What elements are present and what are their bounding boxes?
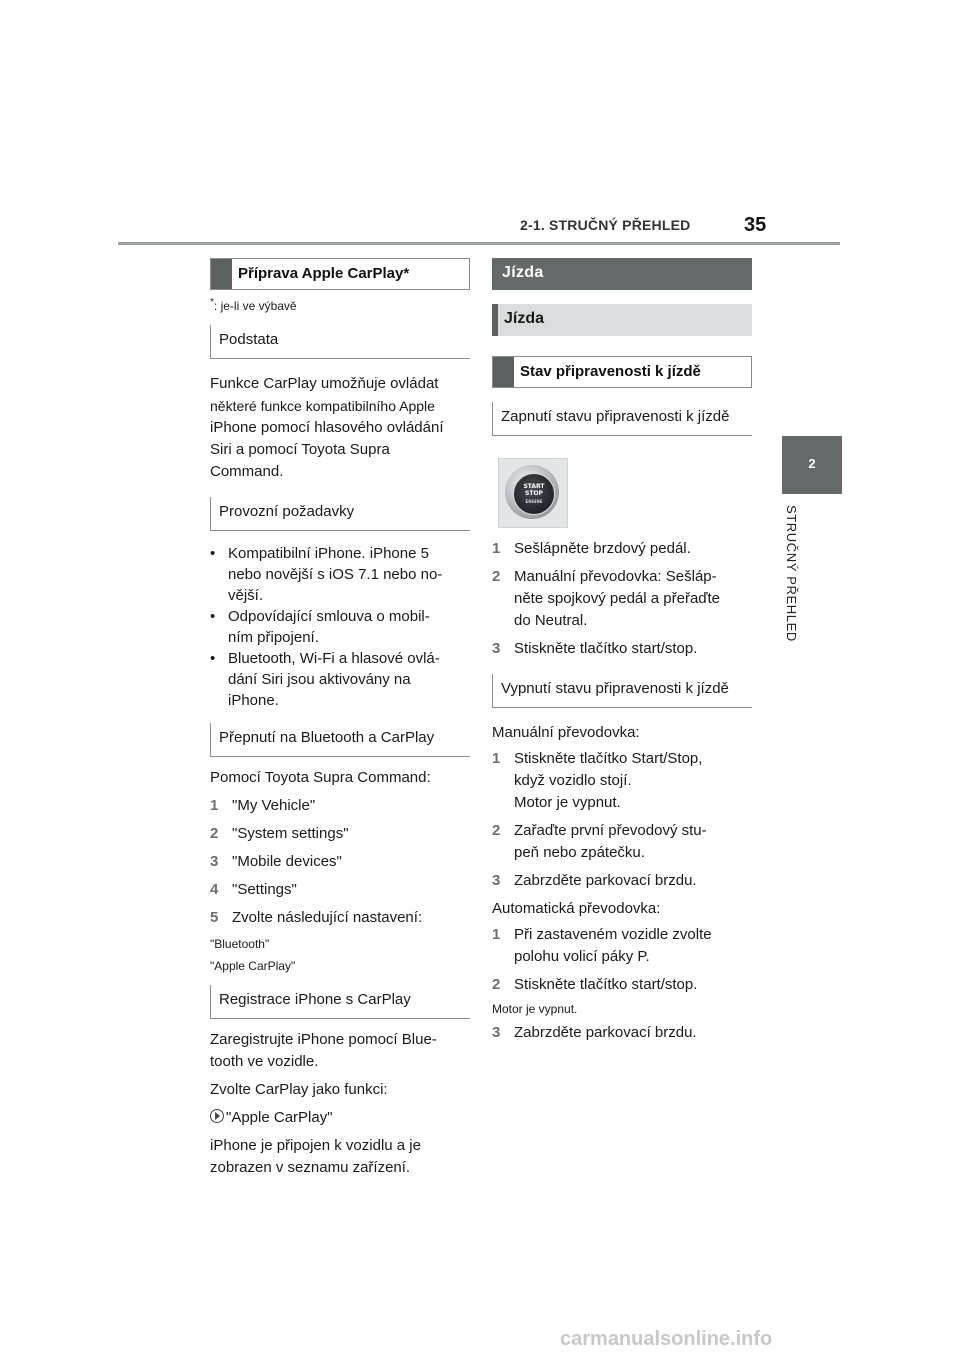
readiness-off-steps: Manuální převodovka: 1 Stiskněte tlačítko Start/Stop, když vozidlo stojí. Motor je vypnut. 2 Zařaďte první převodový stu- peň nebo zpátečku. 3 Zabrzděte parkovací brzdu. Automatická převodovka: 1 Při zastaveném vozidle zvolte polohu volicí páky P. 2 Stiskněte tlačítko start/stop. Motor je vypnut. 3 Zabrzděte parkovací brzdu. <box>492 722 752 1044</box>
subheading-podstata: Podstata <box>210 325 470 359</box>
requirements-list <box>210 543 470 711</box>
subheading-requirements: Provozní požadavky <box>210 497 470 531</box>
play-arrow-icon <box>210 1109 224 1123</box>
section-header: 2-1. STRUČNÝ PŘEHLED <box>520 217 691 233</box>
step-item: 2 Stiskněte tlačítko start/stop. <box>492 976 698 993</box>
chapter-number: 2 <box>808 456 816 471</box>
subheading-readiness-on: Zapnutí stavu připravenosti k jízdě <box>492 402 752 436</box>
podstata-text: Funkce CarPlay umožňuje ovládat některé funkce kompatibilního Apple iPhone pomocí hlasového ovládání Siri a pomocí Toyota Supra Command. <box>210 375 444 480</box>
list-item: • Kompatibilní iPhone. iPhone 5 nebo novější s iOS 7.1 nebo no- vější. <box>210 543 470 606</box>
chapter-label: STRUČNÝ PŘEHLED <box>784 505 799 642</box>
step-item: 1 "My Vehicle" <box>210 797 316 814</box>
list-item: • Odpovídající smlouva o mobil- ním připojení. <box>210 606 470 648</box>
readiness-heading: Stav připravenosti k jízdě <box>492 356 752 388</box>
step-item: 1 Sešlápněte brzdový pedál. <box>492 540 691 557</box>
option-bluetooth: "Bluetooth" <box>210 937 270 951</box>
header-rule <box>118 242 840 245</box>
watermark: carmanualsonline.info <box>560 1328 773 1350</box>
step-item: 4 "Settings" <box>210 881 297 898</box>
footnote: *: je-li ve výbavě <box>210 297 297 313</box>
carplay-menu-item: "Apple CarPlay" <box>210 1107 470 1129</box>
step-item: 3 Zabrzděte parkovací brzdu. <box>492 872 697 889</box>
step-item: 3 Stiskněte tlačítko start/stop. <box>492 640 698 657</box>
page-number: 35 <box>744 214 767 236</box>
readiness-on-steps <box>492 538 752 660</box>
option-carplay: "Apple CarPlay" <box>210 959 296 973</box>
step-item: 1 Při zastaveném vozidle zvolte polohu volicí páky P. <box>492 926 712 965</box>
subheading-readiness-off: Vypnutí stavu připravenosti k jízdě <box>492 674 752 708</box>
bluetooth-steps: Pomocí Toyota Supra Command: 1 "My Vehicle" 2 "System settings" 3 "Mobile devices" 4 "Settings" 5 Zvolte následující nastavení: "Bluetooth" "Apple CarPlay" <box>210 767 470 975</box>
carplay-heading: Příprava Apple CarPlay* <box>210 258 470 290</box>
step-item: 1 Stiskněte tlačítko Start/Stop, když vozidlo stojí. Motor je vypnut. <box>492 750 703 811</box>
section-jizda: Jízda <box>492 258 752 290</box>
engine-off-note: Motor je vypnut. <box>492 1002 578 1016</box>
subsection-jizda: Jízda <box>492 304 752 336</box>
step-item: 2 Manuální převodovka: Sešláp- něte spojkový pedál a přeřaďte do Neutral. <box>492 568 721 629</box>
step-item: 3 "Mobile devices" <box>210 853 342 870</box>
start-stop-button-image: START STOP ENGINE <box>498 458 568 528</box>
right-column <box>492 258 752 1044</box>
left-column <box>210 258 470 1179</box>
step-item: 3 Zabrzděte parkovací brzdu. <box>492 1024 697 1041</box>
step-item: 2 "System settings" <box>210 825 349 842</box>
list-item: • Bluetooth, Wi-Fi a hlasové ovlá- dání Siri jsou aktivovány na iPhone. <box>210 648 470 711</box>
subheading-bluetooth-carplay: Přepnutí na Bluetooth a CarPlay <box>210 723 470 757</box>
step-item: 5 Zvolte následující nastavení: <box>210 909 423 926</box>
registration-text: Zaregistrujte iPhone pomocí Blue- tooth ve vozidle. Zvolte CarPlay jako funkci: "Apple CarPlay" iPhone je připojen k vozidlu a je zobrazen v seznamu zařízení. <box>210 1029 470 1179</box>
step-item: 2 Zařaďte první převodový stu- peň nebo zpátečku. <box>492 822 707 861</box>
subheading-registration: Registrace iPhone s CarPlay <box>210 985 470 1019</box>
